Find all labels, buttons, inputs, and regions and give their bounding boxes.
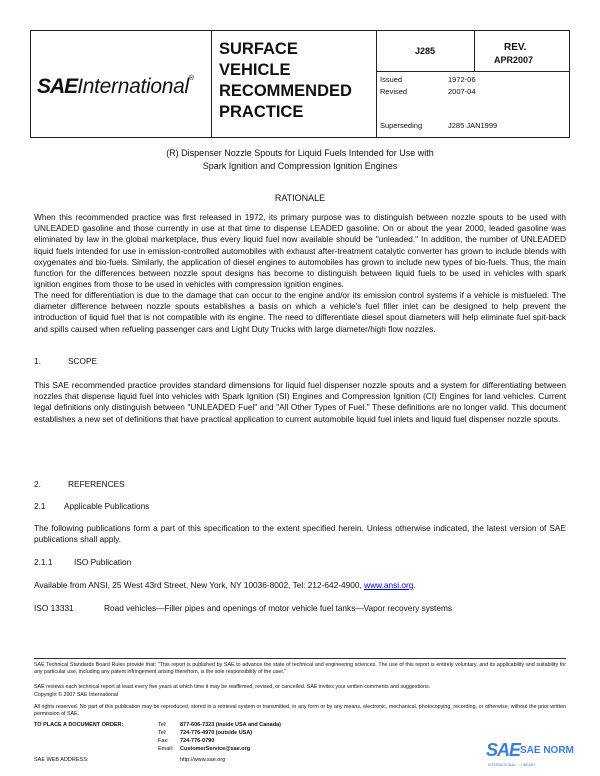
email-value[interactable]: CustomerService@sae.org: [180, 746, 251, 752]
stamp-subtitle: INTERNATIONAL · · LIBRARY: [488, 763, 536, 767]
title-line-1: (R) Dispenser Nozzle Spouts for Liquid Fuels Intended for Use with: [166, 148, 434, 158]
rev-value: APR2007: [494, 55, 534, 65]
logo-sae: SAE: [37, 75, 78, 98]
web-address-label: SAE WEB ADDRESS:: [34, 757, 89, 763]
section-number: 2.1.1: [34, 557, 53, 567]
doc-type-cell: [211, 31, 377, 137]
revised-value: 2007-04: [448, 87, 476, 96]
issued-label: Issued: [380, 75, 403, 84]
ansi-availability-line: [34, 580, 416, 590]
stamp-sae: SAE: [486, 740, 521, 760]
subsection-applicable-publications-heading: [34, 501, 149, 511]
order-label: TO PLACE A DOCUMENT ORDER:: [34, 722, 124, 728]
ansi-text-end: .: [413, 580, 416, 590]
rationale-paragraph-1: When this recommended practice was first released in 1972, its primary purpose was to distinguish between nozzle spouts to be used with UNLEADED gasoline and those currently in use at that time to dispense LEADED gasoline. On or about the year 2000, leaded gasoline was eliminated by law in the global marketplace, thus every liquid fuel now available should be "unleaded." In addition, the number of UNLEADED liquid fuels intended for use in emission-controlled automobiles with exhaust after-treatment catalytic converter has grown to include blends with oxygenates and bio-fuels. Similarly, the application of diesel engines to automobiles has grown to include new types of bio-fuels. Thus, the main function for the differences between nozzle spout designs has become to distinguish between liquid fuels to be used in vehicles with spark ignition engines from those to be used in vehicles with compression ignition engines.: [34, 212, 566, 290]
doc-type-line: VEHICLE: [219, 61, 291, 79]
footer-rights-reserved: All rights reserved. No part of this publication may be reproduced, stored in a retrieval system or transmitted, in any form or by any means, electronic, mechanical, photocopying, recording, or otherwise, without the prior written permission of SAE.: [34, 704, 566, 717]
revision-box: [474, 31, 569, 72]
section-number: 2.: [34, 479, 41, 489]
ansi-text: Available from ANSI, 25 West 43rd Street, New York, NY 10036-8002, Tel: 212-642-4900,: [34, 580, 365, 590]
logo-cell: [31, 31, 212, 137]
title-line-2: Spark Ignition and Compression Ignition Engines: [202, 161, 398, 171]
ansi-website-link[interactable]: www.ansi.org: [364, 580, 414, 590]
web-address-value[interactable]: http://www.sae.org: [180, 757, 226, 763]
revised-label: Revised: [380, 87, 408, 96]
rev-label: REV.: [504, 42, 527, 53]
stamp-name: SAE NORM: [520, 745, 574, 756]
doc-type-line: PRACTICE: [219, 103, 304, 121]
applicable-publications-paragraph: The following publications form a part of this specification to the extent specified herein. Unless otherwise indicated, the latest version of SAE publications shall apply.: [34, 523, 566, 545]
rationale-heading: RATIONALE: [274, 193, 326, 203]
footer-review-text: SAE reviews each technical report at least every five years at which time it may be reaffirmed, revised, or cancelled. SAE invites your written comments and suggestions.: [34, 684, 431, 690]
reference-title: Road vehicles—Filler pipes and openings of motor vehicle fuel tanks—Vapor recovery systems: [104, 603, 453, 613]
section-title: Applicable Publications: [64, 501, 150, 511]
logo-trademark: ®: [188, 75, 194, 82]
logo-international: International: [77, 75, 189, 98]
subsection-iso-publication-heading: [34, 557, 131, 567]
section-title: ISO Publication: [74, 557, 132, 567]
footer-rules-text: SAE Technical Standards Board Rules provide that: "This report is published by SAE to advance the state of technical and engineering sciences. The use of this report is entirely voluntary, and its applicability and suitability for any particular use, including any patent infringement arising therefrom, is the sole responsibility of the user.": [34, 662, 566, 675]
reference-item: [34, 603, 452, 613]
sae-international-logo: [37, 75, 194, 99]
issued-value: 1972-06: [448, 75, 476, 84]
fax-label: Fax:: [158, 738, 169, 744]
doc-type-line: SURFACE: [219, 40, 298, 58]
email-label: Email:: [158, 746, 174, 752]
sae-norm-stamp: [486, 740, 574, 770]
section-number: 1.: [34, 356, 41, 366]
footer-divider: [34, 658, 566, 659]
section-number: 2.1: [34, 501, 46, 511]
fax-value: 724-776-0790: [180, 738, 215, 744]
reference-id: ISO 13331: [34, 603, 74, 613]
section-references-heading: [34, 479, 125, 489]
doc-type-line: RECOMMENDED: [219, 82, 352, 100]
section-title: SCOPE: [68, 356, 98, 366]
tel-value: 877-606-7323 (inside USA and Canada): [180, 722, 281, 728]
footer-copyright: Copyright © 2007 SAE International: [34, 692, 118, 698]
superseding-label: Superseding: [380, 121, 423, 130]
section-scope-heading: [34, 356, 97, 366]
tel-label: Tel:: [158, 722, 167, 728]
doc-number: J285: [376, 31, 475, 72]
tel2-value: 724-776-4970 (outside USA): [180, 730, 253, 736]
doc-info-cell: [376, 31, 569, 137]
document-title: [30, 147, 570, 173]
header-box: [30, 30, 570, 138]
rationale-paragraph-2: The need for differentiation is due to the damage that can occur to the engine and/or its emission control systems if a vehicle is misfueled. The diameter difference between nozzle spouts establishes a basis on which a vehicle's fuel filler inlet can be designed to help prevent the introduction of liquid fuel that is not compatible with its engine. The need to differentiate diesel spout diameters will help eliminate fuel spit-back and spills caused when refueling passenger cars and Light Duty Trucks with large diameter/high flow nozzles.: [34, 290, 566, 334]
superseding-value: J285 JAN1999: [448, 121, 498, 130]
tel2-label: Tel:: [158, 730, 167, 736]
scope-paragraph: This SAE recommended practice provides standard dimensions for liquid fuel dispenser nozzle spouts and a system for differentiating between nozzles that dispense liquid fuel into vehicles with Spark Ignition (SI) Engines and Compression Ignition (CI) Engines for land vehicles. Current legal definitions only distinguish between "UNLEADED Fuel" and "All Other Types of Fuel." These definitions are no longer valid. This document establishes a new set of definitions that have practical application to current automobile liquid fuel inlets and liquid fuel dispenser nozzle spouts.: [34, 380, 566, 424]
doc-type: [219, 39, 352, 123]
section-title: REFERENCES: [68, 479, 125, 489]
